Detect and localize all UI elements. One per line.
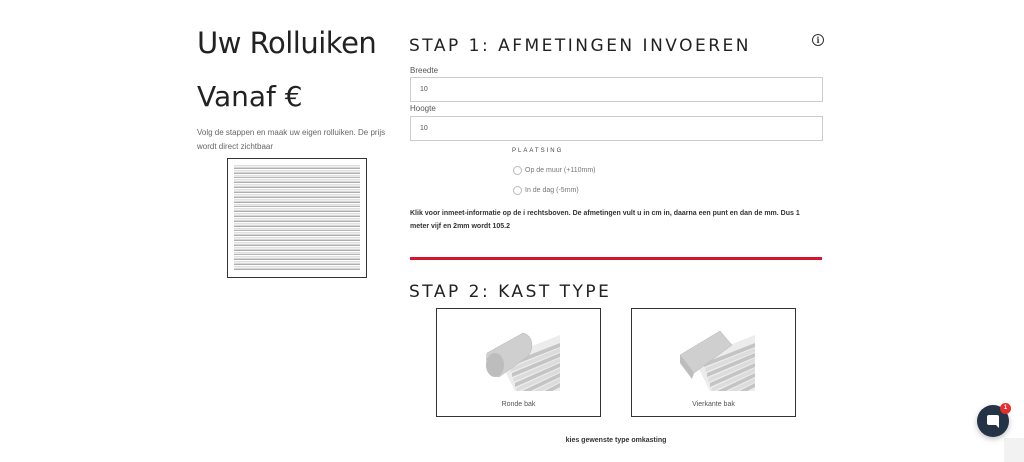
shutter-slat xyxy=(234,208,360,212)
page-title: Uw Rolluiken xyxy=(197,26,377,60)
shutter-slat xyxy=(234,223,360,227)
shutter-slat xyxy=(234,256,360,260)
box-option-square[interactable] xyxy=(631,308,796,417)
height-input[interactable] xyxy=(410,116,823,141)
shutter-slats xyxy=(234,165,360,271)
placement-option-wall[interactable] xyxy=(513,166,595,175)
corner-shadow xyxy=(1004,438,1024,462)
shutter-slat xyxy=(234,189,360,193)
shutter-slat xyxy=(234,247,360,251)
shutter-slat xyxy=(234,170,360,174)
shutter-slat xyxy=(234,175,360,179)
shutter-slat xyxy=(234,218,360,222)
shutter-slat xyxy=(234,204,360,208)
chat-notification-badge: 1 xyxy=(1000,403,1011,414)
placement-option-label: In de dag (-5mm) xyxy=(525,187,579,194)
shutter-slat xyxy=(234,242,360,246)
round-box-image xyxy=(485,319,560,391)
shutter-slat xyxy=(234,194,360,198)
shutter-slat xyxy=(234,213,360,217)
shutter-slat xyxy=(234,237,360,241)
shutter-slat xyxy=(234,261,360,265)
shutter-slat xyxy=(234,165,360,169)
box-option-label: Vierkante bak xyxy=(692,401,735,408)
price-label: Vanaf € xyxy=(197,80,303,113)
placement-option-recess[interactable] xyxy=(513,186,579,195)
shutter-slat xyxy=(234,266,360,270)
shutter-slat xyxy=(234,184,360,188)
step2-title: STAP 2: KAST TYPE xyxy=(409,282,612,302)
square-box-image xyxy=(680,319,755,391)
placement-label: PLAATSING xyxy=(512,148,564,154)
width-input[interactable] xyxy=(410,77,823,102)
shutter-slat xyxy=(234,179,360,183)
placement-option-label: Op de muur (+110mm) xyxy=(525,167,596,174)
radio-button[interactable] xyxy=(513,186,522,195)
intro-text: Volg de stappen en maak uw eigen rolluiken. De prijs wordt direct zichtbaar xyxy=(197,128,386,151)
shutter-slat xyxy=(234,199,360,203)
measurement-note: Klik voor inmeet-informatie op de i rechtsboven. De afmetingen vult u in cm in, daarna een punt en dan de mm. Dus 1 meter vijf en 2mm wordt 105.2 xyxy=(410,210,800,230)
height-label: Hoogte xyxy=(410,104,436,113)
shutter-slat xyxy=(234,232,360,236)
shutter-slat xyxy=(234,228,360,232)
radio-button[interactable] xyxy=(513,166,522,175)
width-label: Breedte xyxy=(410,66,439,75)
box-type-prompt: kies gewenste type omkasting xyxy=(565,437,667,444)
shutter-slat xyxy=(234,252,360,256)
info-icon[interactable]: i xyxy=(812,34,824,46)
box-option-round[interactable] xyxy=(436,308,601,417)
shutter-preview xyxy=(227,158,367,278)
section-divider xyxy=(410,257,822,260)
box-option-label: Ronde bak xyxy=(501,401,536,408)
step1-title: STAP 1: AFMETINGEN INVOEREN xyxy=(409,36,752,56)
